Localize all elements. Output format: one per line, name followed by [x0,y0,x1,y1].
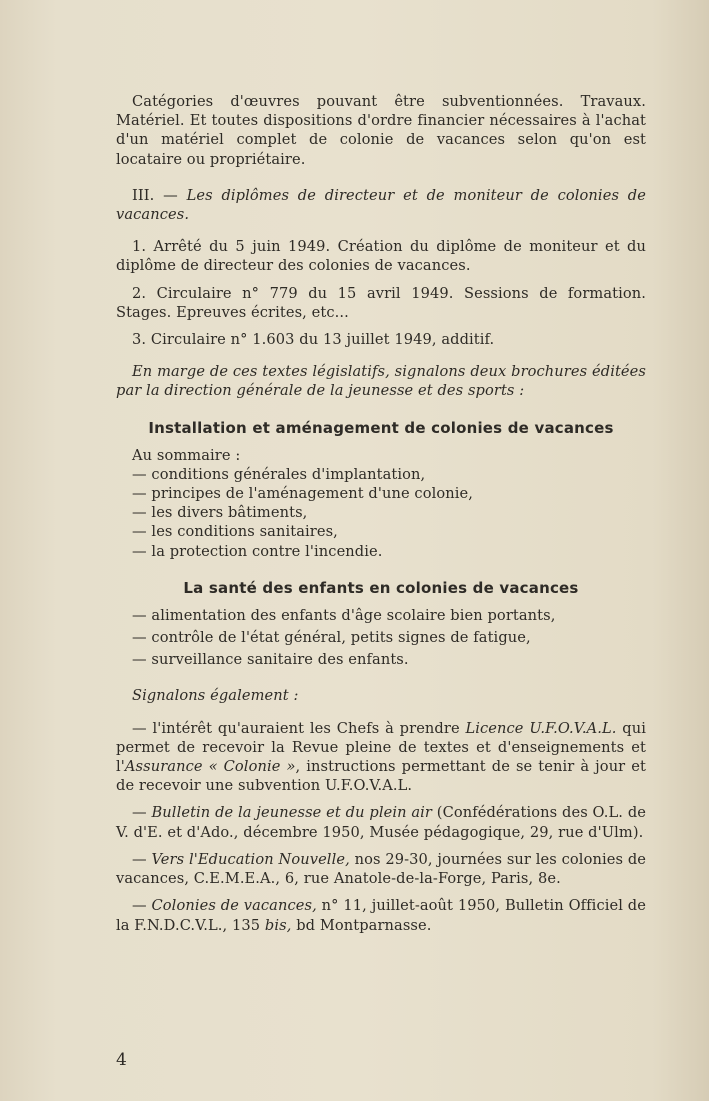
paragraph-brochures-intro: En marge de ces textes législatifs, signalons deux brochures éditées par la direction générale de la jeunesse et des sports : [116,363,646,400]
list-item: — conditions générales d'implantation, [132,465,426,483]
text-run-italic: Assurance « Colonie » [124,758,296,776]
text-run-italic: Bulletin de la jeunesse et du plein air [151,804,433,822]
list-item: — les divers bâtiments, [132,504,308,522]
paragraph-licence-ufoval [116,719,646,796]
text-run: (Confédérations des O.L. de V. d'E. et d'Ado., décembre 1950, Musée pédagogique, 29, rue d'Ulm). [116,804,646,841]
section-number: III. — [132,186,187,204]
text-run-italic: Licence U.F.O.V.A.L. [465,719,617,737]
text-run: — [132,897,152,915]
item-circulaire-779: 2. Circulaire n° 779 du 15 avril 1949. Sessions de formation. Stages. Epreuves écrites, etc... [116,284,646,321]
text-run: — [132,850,152,868]
paragraph-bulletin-jeunesse [116,803,646,841]
section-title: Les diplômes de directeur et de moniteur de colonies de vacances. [116,186,646,224]
signalons-heading: Signalons également : [132,687,299,705]
text-run-italic: bis, [264,916,292,934]
list-item: — les conditions sanitaires, [132,523,338,541]
text-run: , instructions permettant de se tenir à jour et de recevoir une subvention U.F.O.V.A.L. [116,758,646,795]
brochure-title-installation: Installation et aménagement de colonies de vacances [148,418,614,437]
brochure-list-sante [116,606,646,670]
item-arrete: 1. Arrêté du 5 juin 1949. Création du diplôme de moniteur et du diplôme de directeur des colonies de vacances. [116,238,646,275]
text-run: n° 11, juillet-août 1950, Bulletin Officiel de la F.N.D.C.V.L., 135 [116,897,646,934]
text-run: qui permet de recevoir la Revue pleine de textes et d'enseignements et l' [116,719,646,776]
list-item: — surveillance sanitaire des enfants. [132,651,409,669]
text-run: bd Montparnasse. [291,916,432,934]
paragraph-categories: Catégories d'œuvres pouvant être subventionnées. Travaux. Matériel. Et toutes dispositions d'ordre financier nécessaires à l'achat d'un matériel complet de colonie de vacances selon qu'on est locataire ou propriétaire. [116,93,646,168]
paragraph-colonies-bulletin [116,896,646,934]
list-item: — principes de l'aménagement d'une colonie, [132,485,473,503]
text-run-italic: Colonies de vacances, [151,897,317,915]
section-heading-diplomes [116,186,646,224]
brochure-summary-lead: Au sommaire : [132,446,241,464]
text-run-italic: Vers l'Education Nouvelle, [151,850,350,868]
item-circulaire-1603: 3. Circulaire n° 1.603 du 13 juillet 1949, additif. [132,331,495,349]
list-item: — alimentation des enfants d'âge scolaire bien portants, [132,606,556,624]
text-run: — l'intérêt qu'auraient les Chefs à prendre [132,719,466,737]
text-run: nos 29-30, journées sur les colonies de vacances, C.E.M.E.A., 6, rue Anatole-de-la-Forge, Paris, 8e. [116,850,646,888]
text-column [116,92,646,935]
paragraph-education-nouvelle [116,850,646,888]
page-number: 4 [116,1050,127,1070]
brochure-list-installation [116,465,646,561]
list-item: — la protection contre l'incendie. [132,542,383,560]
list-item: — contrôle de l'état général, petits signes de fatigue, [132,629,531,647]
text-run: — [132,804,152,822]
brochure-title-sante: La santé des enfants en colonies de vacances [183,578,579,597]
